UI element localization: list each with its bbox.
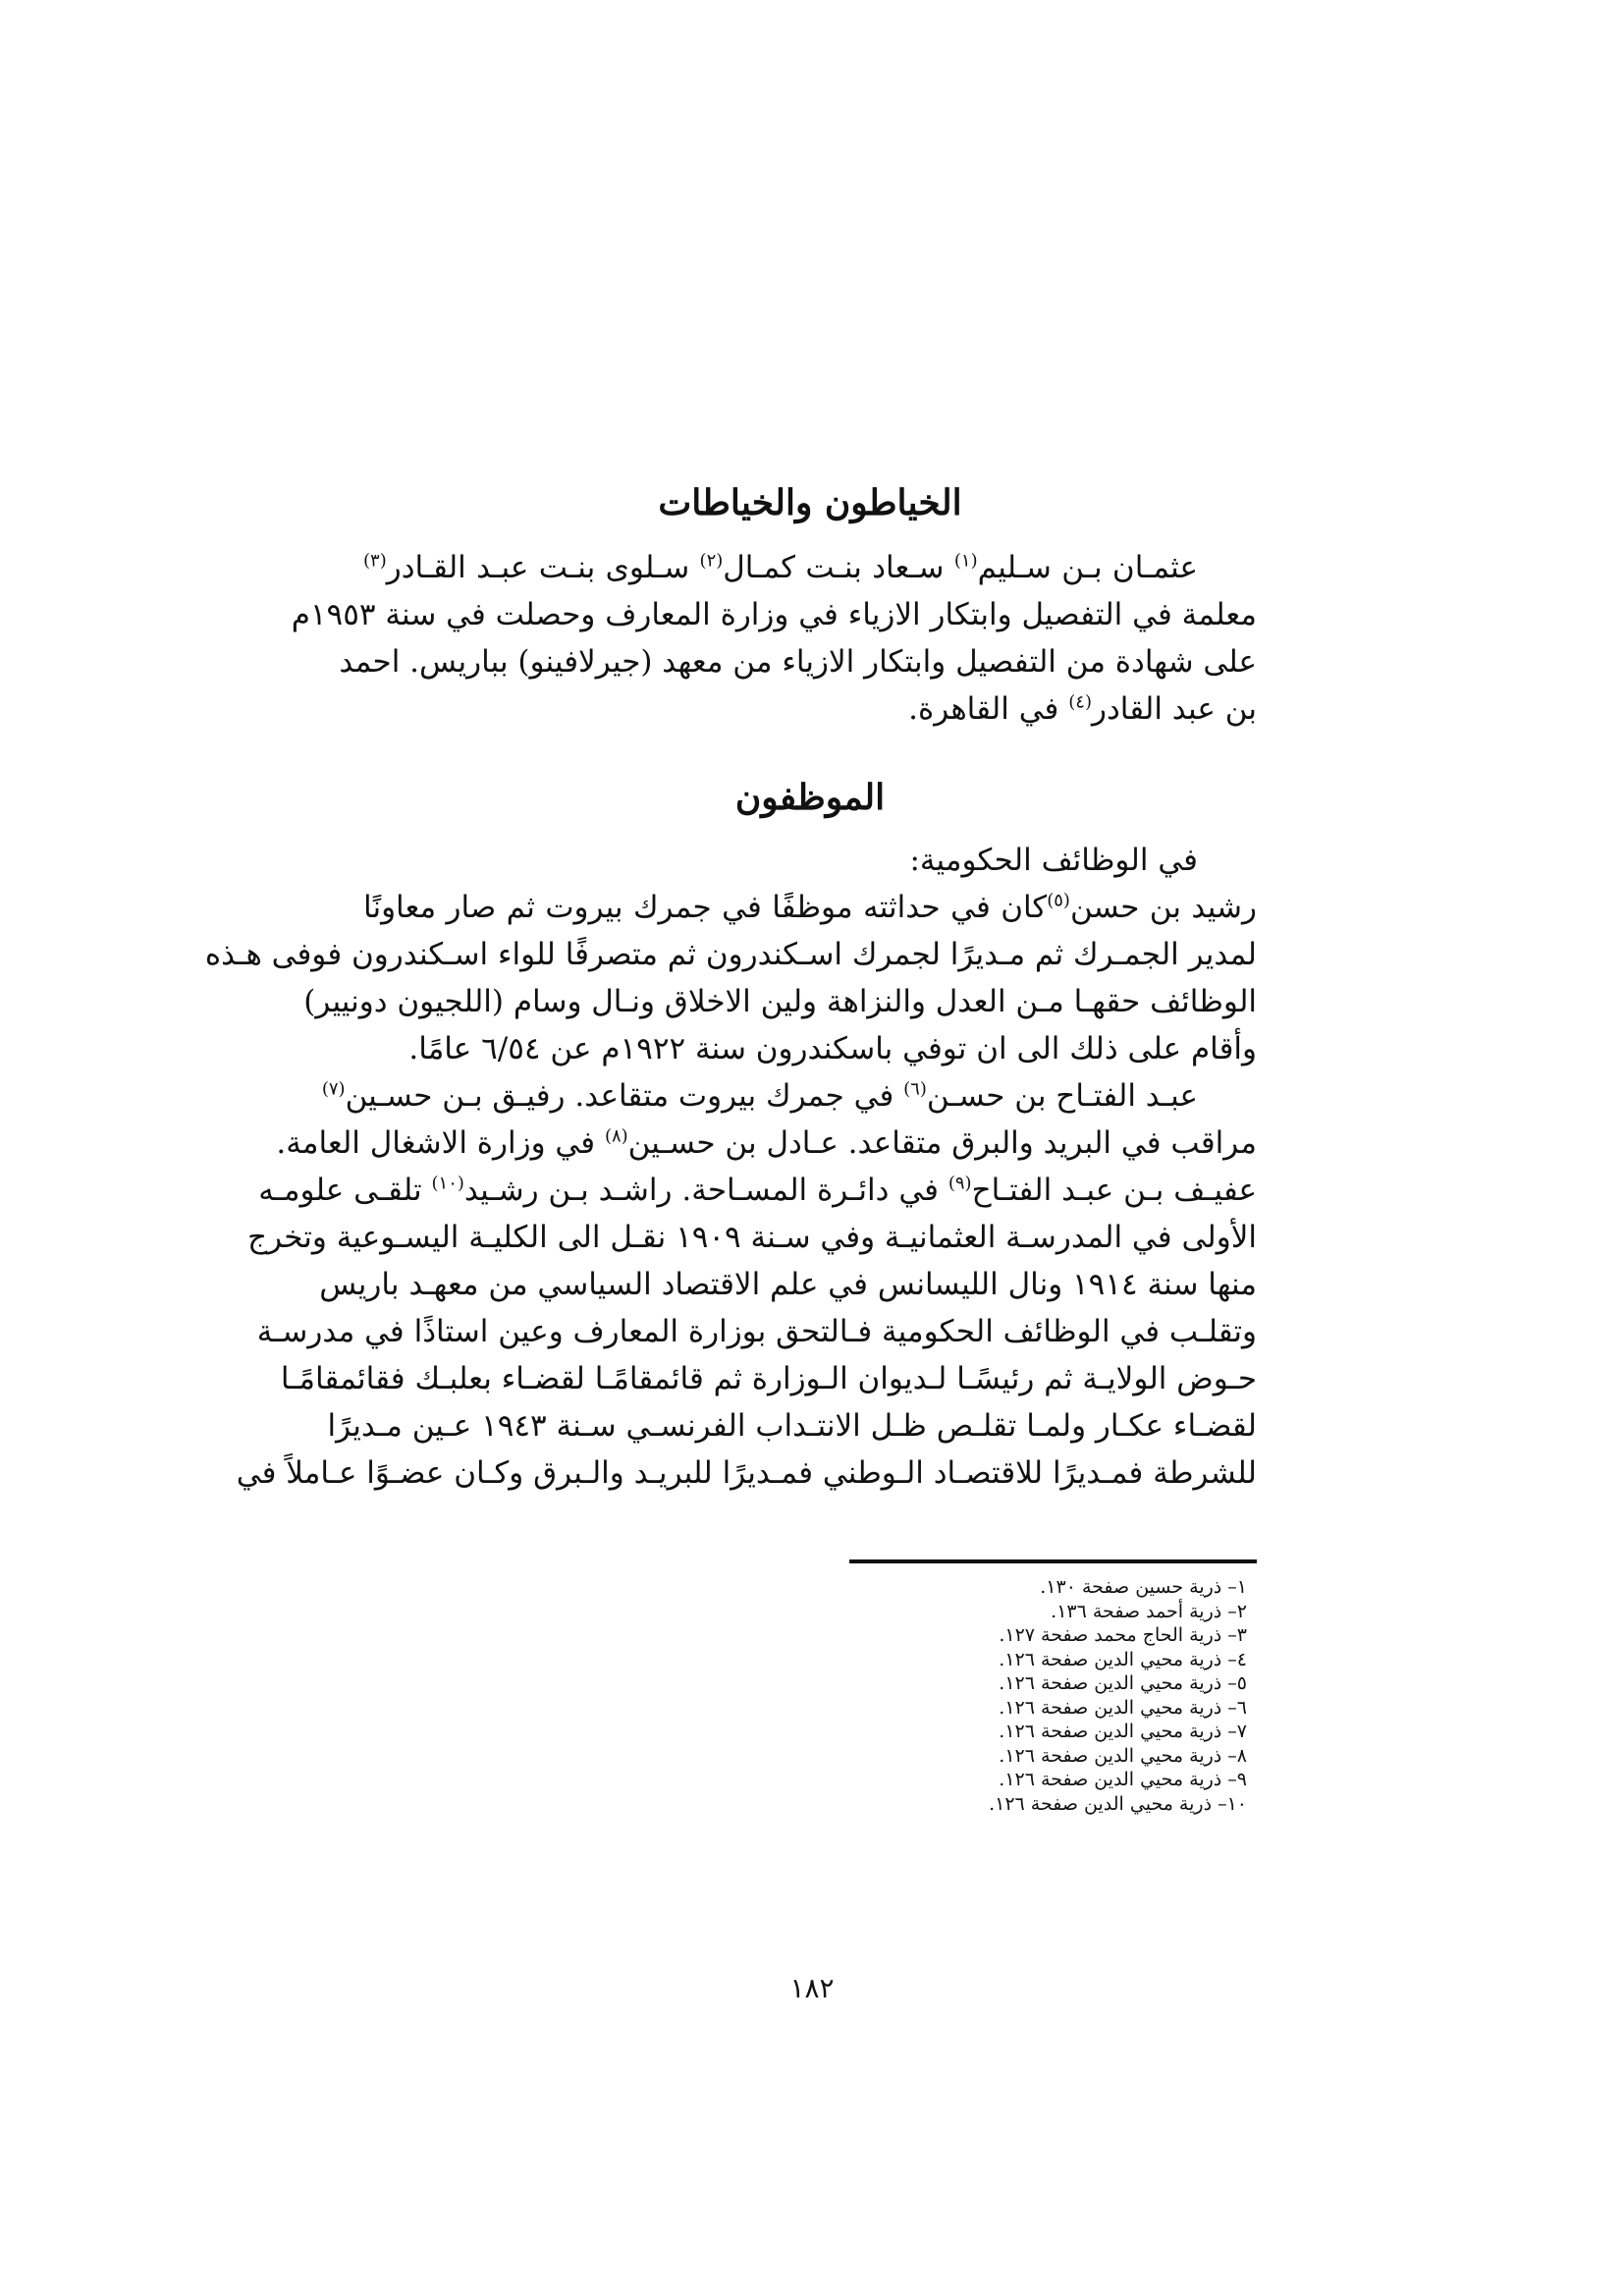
footnote-separator bbox=[849, 1559, 1257, 1563]
paragraph-line bbox=[204, 931, 1257, 978]
footnote: ٥– ذرية محيي الدين صفحة ١٢٦. bbox=[999, 1672, 1247, 1694]
paragraph-line bbox=[319, 1261, 1257, 1308]
footnote: ١– ذرية حسين صفحة ١٣٠. bbox=[1040, 1576, 1247, 1598]
footnote-marker: (٦) bbox=[903, 1078, 927, 1100]
footnote-marker: (٢) bbox=[699, 550, 724, 572]
paragraph-line bbox=[363, 837, 1257, 884]
footnote-marker: (١) bbox=[953, 550, 978, 572]
footnote-marker: (٥) bbox=[1047, 890, 1070, 911]
line-text: الأولى في المدرسـة العثمانيـة وفي سـنة ١٩٠٩ نقـل الى الكليـة اليسـوعية وتخرج bbox=[247, 1220, 1257, 1255]
line-text: منها سنة ١٩١٤ ونال الليسانس في علم الاقتصاد السياسي من معهـد باريس bbox=[319, 1267, 1257, 1302]
footnote: ٨– ذرية محيي الدين صفحة ١٢٦. bbox=[999, 1744, 1247, 1767]
paragraph-line bbox=[363, 1025, 1257, 1072]
paragraph-line bbox=[291, 591, 1257, 638]
footnote-marker: (٩) bbox=[947, 1173, 972, 1194]
line-text: حـوض الولايـة ثم رئيسًـا لـديوان الـوزارة ثم قائمقامًـا لقضـاء بعلبـك فقائمقامًـا bbox=[280, 1361, 1257, 1396]
footnote: ٣– ذرية الحاج محمد صفحة ١٢٧. bbox=[999, 1624, 1247, 1646]
paragraph-line bbox=[327, 1402, 1257, 1449]
line-text: عثمـان بـن سـليم bbox=[977, 550, 1198, 585]
line-text: وتقلـب في الوظائف الحكومية فـالتحق بوزارة المعارف وعين استاذًا في مدرسـة bbox=[256, 1314, 1257, 1349]
line-text: تلقـى علومـه bbox=[258, 1173, 432, 1208]
line-text: لمدير الجمـرك ثم مـديرًا لجمرك اسـكندرون ثم متصرفًا للواء اسـكندرون فوفى هـذه bbox=[204, 937, 1257, 972]
line-text: بن عبد القادر bbox=[1091, 691, 1257, 727]
page-number: ١٨٢ bbox=[789, 1972, 835, 2004]
line-text: معلمة في التفصيل وابتكار الازياء في وزارة المعارف وحصلت في سنة ١٩٥٣م bbox=[291, 597, 1257, 632]
paragraph-line bbox=[258, 1167, 1257, 1214]
footnote-marker: (٨) bbox=[604, 1125, 628, 1147]
line-text: الوظائف حقهـا مـن العدل والنزاهة ولين الاخلاق ونـال وسام (اللجيون دونيير) bbox=[303, 984, 1257, 1019]
paragraph-line bbox=[236, 1449, 1257, 1497]
section-employees-body bbox=[204, 837, 1257, 1497]
line-text: رشيد بن حسن bbox=[1069, 890, 1257, 925]
section-tailors-body bbox=[291, 544, 1257, 733]
line-text: مراقب في البريد والبرق متقاعد. عـادل بن حسـين bbox=[627, 1125, 1257, 1161]
footnote-marker: (٣) bbox=[363, 550, 387, 572]
line-text: كان في حداثته موظفًا في جمرك بيروت ثم صار معاونًا bbox=[363, 890, 1048, 925]
paragraph-line bbox=[256, 1308, 1257, 1355]
line-text: سـعاد بنـت كمـال bbox=[723, 550, 954, 585]
footnote: ٧– ذرية محيي الدين صفحة ١٢٦. bbox=[999, 1721, 1247, 1742]
line-text: في دائـرة المسـاحة. راشـد بـن رشـيد bbox=[463, 1173, 948, 1208]
footnote-marker: (٧) bbox=[321, 1078, 346, 1100]
line-text: عفيـف بـن عبـد الفتـاح bbox=[971, 1173, 1257, 1208]
paragraph-line bbox=[363, 884, 1257, 931]
section-tailors bbox=[291, 473, 1257, 733]
paragraph-line bbox=[363, 685, 1257, 733]
footnote: ٦– ذرية محيي الدين صفحة ١٢٦. bbox=[999, 1696, 1247, 1719]
footnote-marker: (٤) bbox=[1068, 691, 1092, 713]
line-text: على شهادة من التفصيل وابتكار الازياء من معهد (جيرلافينو) بباريس. احمد bbox=[339, 644, 1257, 680]
line-text: في جمرك بيروت متقاعد. رفيـق بـن حسـين bbox=[345, 1078, 904, 1114]
line-text: سـلوى بنـت عبـد القـادر bbox=[386, 550, 700, 585]
paragraph-line bbox=[280, 1355, 1257, 1402]
line-text: في القاهرة. bbox=[908, 691, 1069, 727]
footnote: ١٠– ذرية محيي الدين صفحة ١٢٦. bbox=[989, 1792, 1247, 1815]
line-text: لقضـاء عكـار ولمـا تقلـص ظـل الانتـداب الفرنسـي سـنة ١٩٤٣ عـين مـديرًا bbox=[327, 1408, 1257, 1444]
line-text: في الوظائف الحكومية: bbox=[909, 843, 1198, 878]
paragraph-line bbox=[247, 1214, 1257, 1261]
footnote: ٢– ذرية أحمد صفحة ١٣٦. bbox=[1051, 1600, 1247, 1622]
footnote-marker: (١٠) bbox=[431, 1173, 464, 1194]
line-text: في وزارة الاشغال العامة. bbox=[276, 1125, 605, 1161]
line-text: للشرطة فمـديرًا للاقتصـاد الـوطني فمـديرًا للبريـد والـبرق وكـان عضـوًا عـاملاً في bbox=[236, 1455, 1257, 1491]
footnote: ٤– ذرية محيي الدين صفحة ١٢٦. bbox=[999, 1648, 1247, 1670]
section-employees bbox=[204, 768, 1257, 1497]
footnotes-list bbox=[844, 1575, 1257, 1816]
paragraph-line bbox=[276, 1120, 1257, 1167]
section-heading-tailors: الخياطون والخياطات bbox=[658, 482, 962, 523]
line-text: عبـد الفتـاح بن حسـن bbox=[926, 1078, 1198, 1114]
paragraph-line bbox=[303, 978, 1257, 1025]
paragraph-line bbox=[363, 544, 1257, 591]
paragraph-line bbox=[321, 1072, 1257, 1120]
line-text: وأقام على ذلك الى ان توفي باسكندرون سنة ١٩٢٢م عن ٦/٥٤ عامًا. bbox=[408, 1031, 1257, 1066]
paragraph-line bbox=[339, 638, 1257, 685]
section-heading-employees: الموظفون bbox=[734, 777, 886, 818]
footnote: ٩– ذرية محيي الدين صفحة ١٢٦. bbox=[999, 1769, 1247, 1790]
